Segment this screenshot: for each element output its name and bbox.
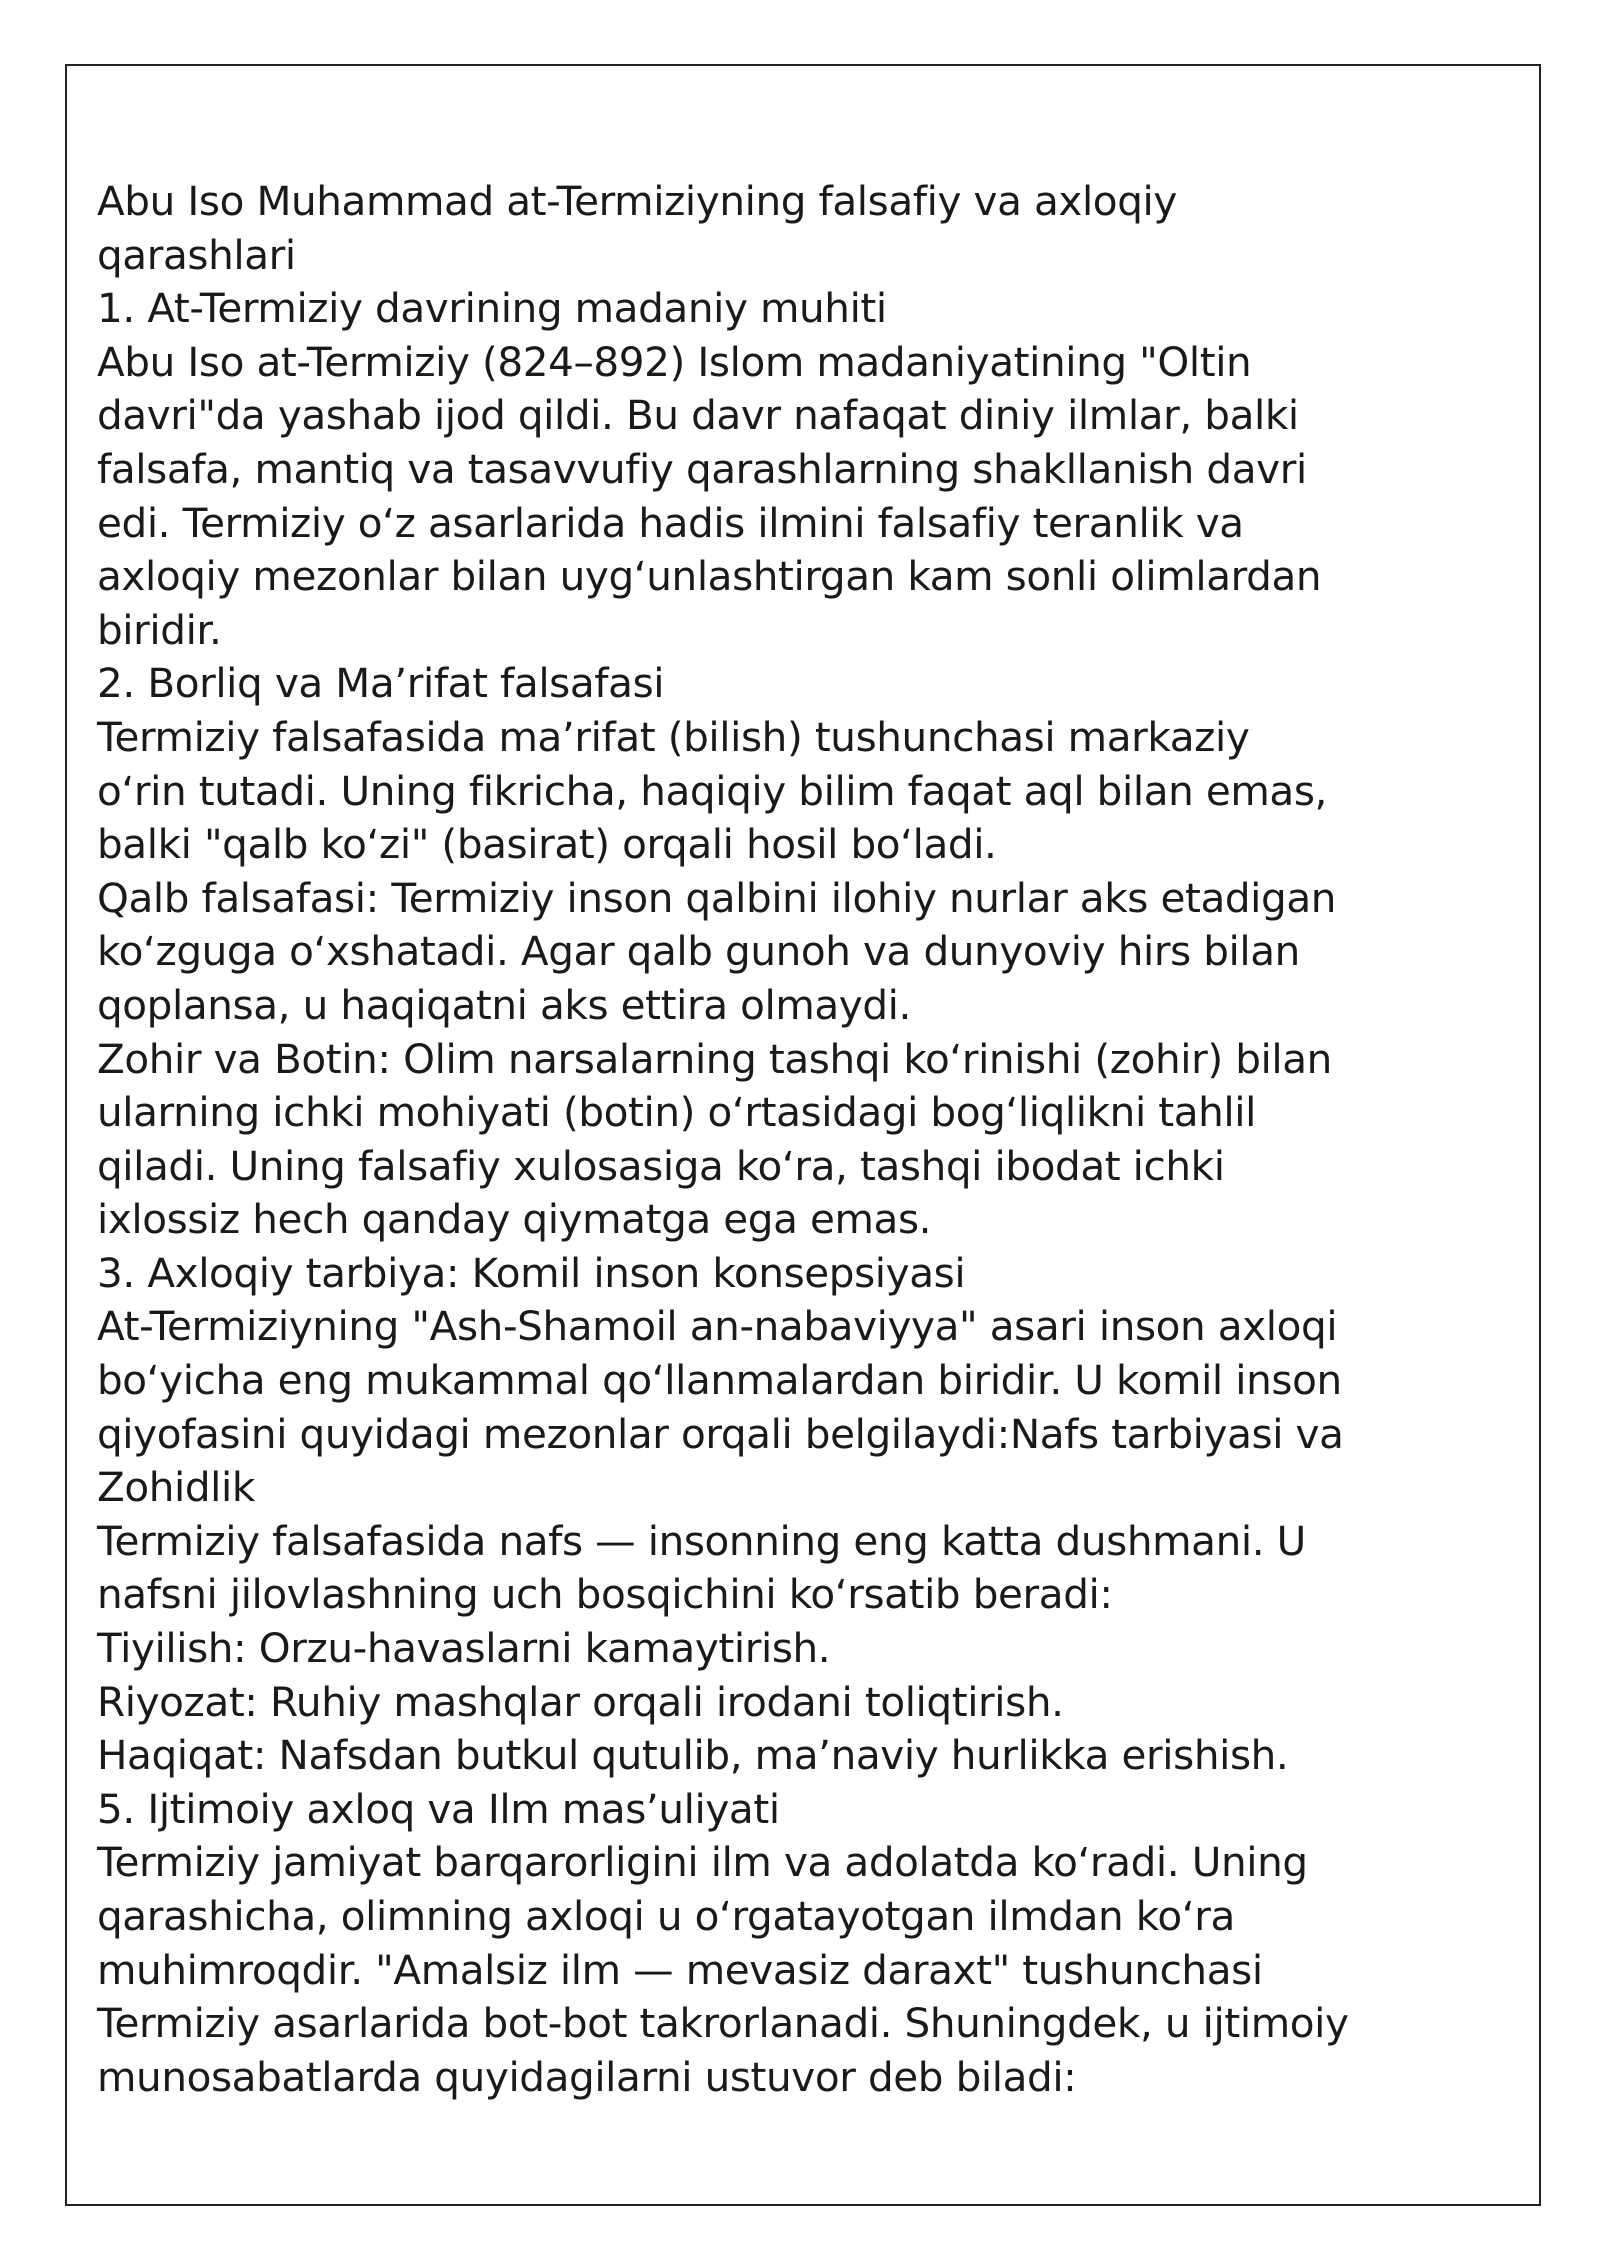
- section-heading: 1. At-Termiziy davrining madaniy muhiti: [97, 284, 887, 333]
- page-frame: [65, 64, 1541, 2206]
- paragraph-line: davri"da yashab ijod qildi. Bu davr nafaqat diniy ilmlar, balki: [97, 391, 1299, 440]
- document-body: [97, 175, 1517, 2104]
- paragraph-line: Zohir va Botin: Olim narsalarning tashqi koʻrinishi (zohir) bilan: [97, 1034, 1332, 1083]
- list-item: Tiyilish: Orzu-havaslarni kamaytirish.: [97, 1624, 831, 1673]
- paragraph-line: axloqiy mezonlar bilan uygʻunlashtirgan kam sonli olimlardan: [97, 552, 1322, 601]
- paragraph-line: ixlossiz hech qanday qiymatga ega emas.: [97, 1195, 932, 1244]
- paragraph-line: munosabatlarda quyidagilarni ustuvor deb biladi:: [97, 2052, 1077, 2101]
- document-title-line: Abu Iso Muhammad at-Termiziyning falsafiy va axloqiy: [97, 177, 1177, 225]
- paragraph-line: muhimroqdir. "Amalsiz ilm — mevasiz daraxt" tushunchasi: [97, 1945, 1263, 1994]
- paragraph-line: qarashicha, olimning axloqi u oʻrgatayotgan ilmdan koʻra: [97, 1892, 1235, 1940]
- paragraph-line: Termiziy falsafasida nafs — insonning eng katta dushmani. U: [97, 1516, 1306, 1565]
- paragraph-line: Termiziy asarlarida bot-bot takrorlanadi. Shuningdek, u ijtimoiy: [97, 1999, 1349, 2048]
- section-heading: 2. Borliq va Maʼrifat falsafasi: [97, 659, 665, 708]
- section-heading: 3. Axloqiy tarbiya: Komil inson konsepsiyasi: [97, 1248, 966, 1297]
- paragraph-line: balki "qalb koʻzi" (basirat) orqali hosil boʻladi.: [97, 820, 997, 869]
- paragraph-line: At-Termiziyning "Ash-Shamoil an-nabaviyya" asari inson axloqi: [97, 1302, 1338, 1351]
- paragraph-line: nafsni jilovlashning uch bosqichini koʻrsatib beradi:: [97, 1570, 1113, 1619]
- paragraph-line: qiyofasini quyidagi mezonlar orqali belgilaydi:Nafs tarbiyasi va: [97, 1409, 1344, 1458]
- paragraph-line: Abu Iso at-Termiziy (824–892) Islom madaniyatining "Oltin: [97, 337, 1252, 386]
- paragraph-line: qiladi. Uning falsafiy xulosasiga koʻra, tashqi ibodat ichki: [97, 1141, 1225, 1190]
- list-item: Haqiqat: Nafsdan butkul qutulib, maʼnaviy hurlikka erishish.: [97, 1731, 1289, 1780]
- paragraph-line: biridir.: [97, 605, 222, 654]
- paragraph-line: Termiziy falsafasida maʼrifat (bilish) tushunchasi markaziy: [97, 712, 1250, 761]
- paragraph-line: ularning ichki mohiyati (botin) oʻrtasidagi bogʻliqlikni tahlil: [97, 1088, 1256, 1137]
- paragraph-line: edi. Termiziy oʻz asarlarida hadis ilmini falsafiy teranlik va: [97, 498, 1244, 547]
- paragraph-line: Qalb falsafasi: Termiziy inson qalbini ilohiy nurlar aks etadigan: [97, 873, 1337, 922]
- paragraph-line: Termiziy jamiyat barqarorligini ilm va adolatda koʻradi. Uning: [97, 1838, 1308, 1887]
- paragraph-line: boʻyicha eng mukammal qoʻllanmalardan biridir. U komil inson: [97, 1356, 1342, 1405]
- paragraph-line: koʻzguga oʻxshatadi. Agar qalb gunoh va dunyoviy hirs bilan: [97, 927, 1300, 976]
- paragraph-line: oʻrin tutadi. Uning fikricha, haqiqiy bilim faqat aql bilan emas,: [97, 766, 1328, 815]
- paragraph-line: Zohidlik: [97, 1463, 255, 1512]
- list-item: Riyozat: Ruhiy mashqlar orqali irodani toliqtirish.: [97, 1677, 1064, 1726]
- paragraph-line: qoplansa, u haqiqatni aks ettira olmaydi.: [97, 980, 912, 1029]
- document-title-line: qarashlari: [97, 230, 296, 279]
- section-heading: 5. Ijtimoiy axloq va Ilm masʼuliyati: [97, 1784, 780, 1833]
- paragraph-line: falsafa, mantiq va tasavvufiy qarashlarning shakllanish davri: [97, 444, 1307, 493]
